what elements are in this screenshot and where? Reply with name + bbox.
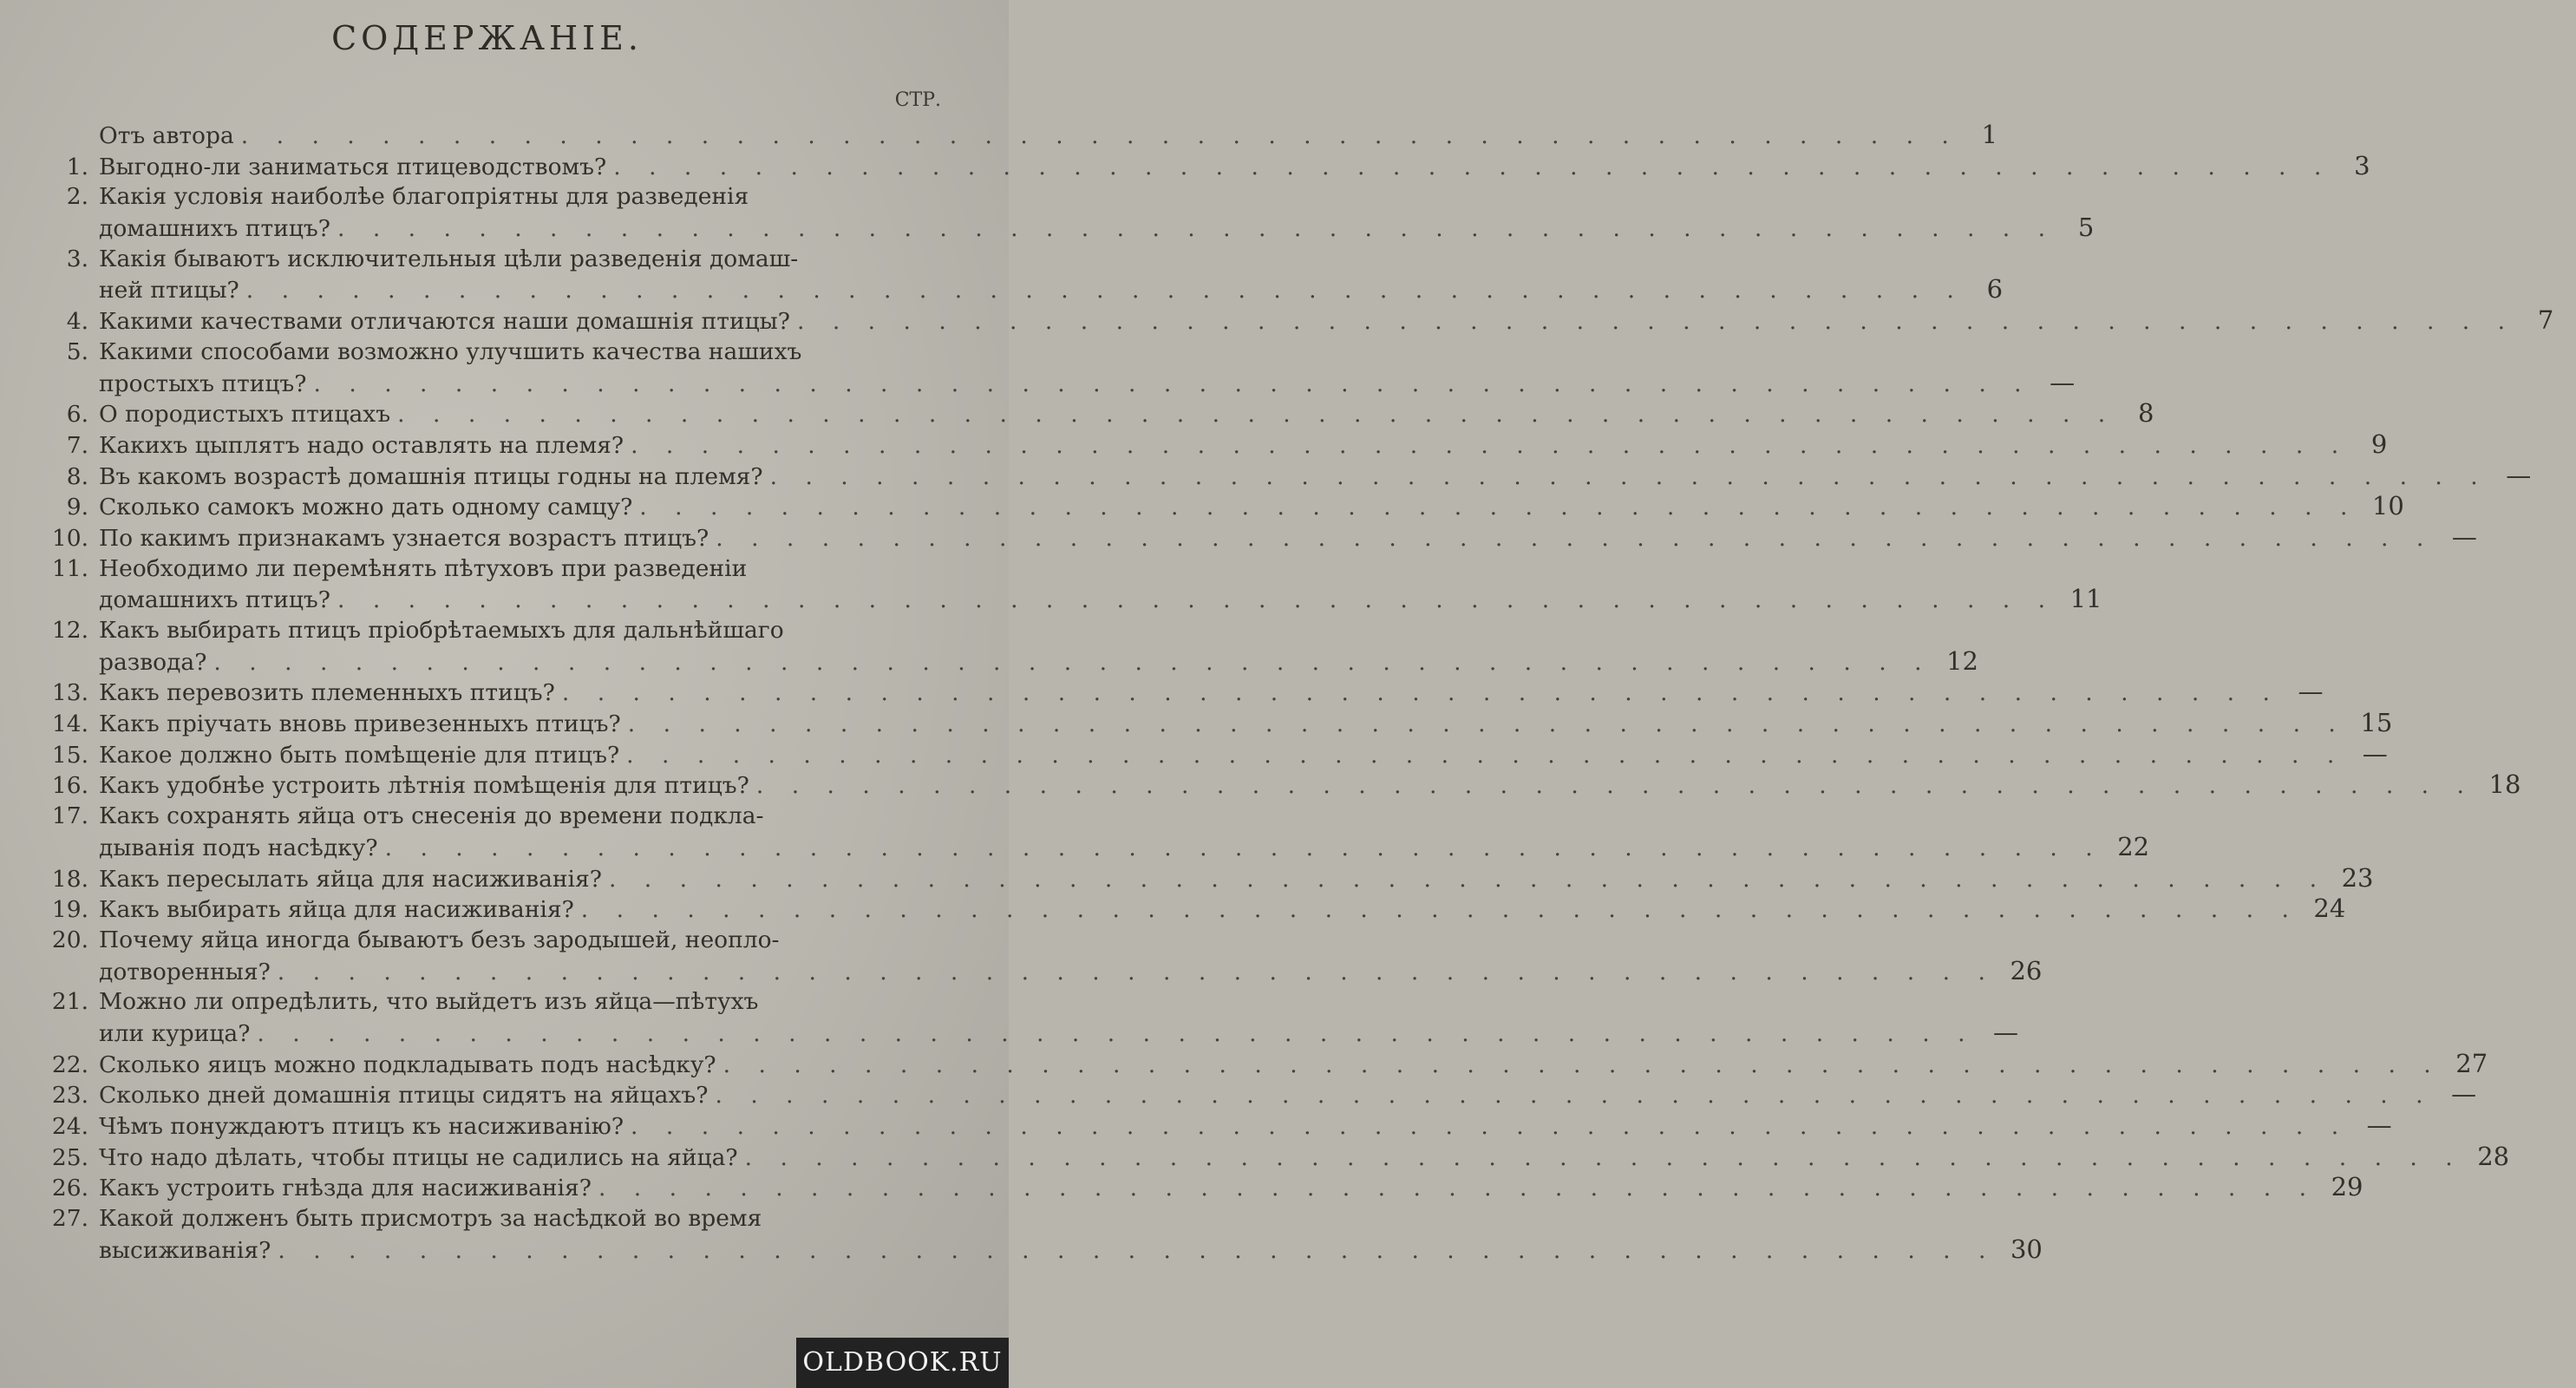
dot-leader: . . . . . . . . . . . . . . . . . . . . . . . . . . . . . . . . . . . . . . . . . . . . . . . . .	[744, 1143, 2463, 1171]
entry-page-number: 1	[1981, 120, 1998, 149]
entry-text: Какъ пересылать яйца для насиживанія?	[99, 865, 602, 893]
entry-text: домашнихъ птицъ?	[99, 215, 330, 243]
entry-text: Какими качествами отличаются наши домашнія птицы?	[99, 308, 790, 336]
entry-text: Что надо дѣлать, чтобы птицы не садились на яйца?	[99, 1143, 738, 1171]
entry-text: Какія условія наиболѣе благопріятны для разведенія	[99, 183, 749, 211]
entry-number: 1.	[66, 153, 88, 180]
entry-page-number: 27	[2455, 1048, 2488, 1078]
entry-number: 19.	[51, 896, 88, 924]
entry-number: 18.	[51, 865, 88, 893]
entry-number: 26.	[51, 1175, 88, 1202]
entry-page-number: 7	[2537, 305, 2554, 336]
dot-leader: . . . . . . . . . . . . . . . . . . . . . . . . . . . . . . . . . . . . . . . . . . . . . . . . .	[631, 431, 2350, 459]
toc-entry	[17, 460, 2532, 492]
entry-page-number: 10	[2371, 491, 2404, 521]
entry-text: ней птицы?	[99, 277, 239, 304]
entry-number: 7.	[66, 431, 88, 459]
entry-page-number: 23	[2341, 862, 2374, 893]
entry-text: Выгодно-ли заниматься птицеводствомъ?	[99, 153, 607, 180]
dot-leader: . . . . . . . . . . . . . . . . . . . . . . . . . . . . . . . . . . . . . . . . . . . . . . . . .	[755, 772, 2475, 800]
dot-leader: . . . . . . . . . . . . . . . . . . . . . . . . . . . . . . . . . . . . . . . . . . . . . . . . .	[397, 401, 2116, 429]
dot-leader: . . . . . . . . . . . . . . . . . . . . . . . . . . . . . . . . . . . . . . . . . . . . . . . . .	[769, 462, 2488, 490]
dot-leader: . . . . . . . . . . . . . . . . . . . . . . . . . . . . . . . . . . . . . . . . . . . . . . . . .	[337, 586, 2056, 614]
entry-page-number: —	[2451, 1079, 2477, 1110]
toc-entry	[17, 1203, 2043, 1265]
entry-page-number: 6	[1986, 274, 2004, 304]
toc-entry	[17, 429, 2388, 461]
entry-page-number: 22	[2117, 831, 2150, 861]
entry-page-number: 12	[1946, 645, 1978, 676]
dot-leader: . . . . . . . . . . . . . . . . . . . . . . . . . . . . . . . . . . . . . . . . . . . . . . . . .	[257, 1019, 1976, 1047]
entry-text: Въ какомъ возрастѣ домашнія птицы годны на племя?	[99, 462, 763, 490]
dot-leader: . . . . . . . . . . . . . . . . . . . . . . . . . . . . . . . . . . . . . . . . . . . . . . . . .	[277, 958, 1996, 985]
entry-page-number: 5	[2077, 213, 2095, 243]
entry-text: Сколько самокъ можно дать одному самцу?	[99, 494, 633, 521]
entry-text: Какихъ цыплятъ надо оставлять на племя?	[99, 431, 624, 459]
toc-entry	[17, 986, 2019, 1048]
entry-page-number: —	[2451, 521, 2477, 552]
entry-page-number: 18	[2488, 769, 2521, 800]
toc-entry	[17, 521, 2477, 553]
entry-number: 6.	[66, 401, 88, 429]
dot-leader: . . . . . . . . . . . . . . . . . . . . . . . . . . . . . . . . . . . . . . . . . . . . . . . . .	[384, 834, 2103, 861]
entry-page-number: —	[2362, 738, 2388, 769]
entry-text: Какъ сохранять яйца отъ снесенія до времени подкла-	[99, 802, 764, 830]
entry-text: простыхъ птицъ?	[99, 370, 307, 397]
entry-text: Чѣмъ понуждаютъ птицъ къ насиживанію?	[99, 1113, 624, 1140]
toc-entry	[17, 1079, 2477, 1110]
toc-entry	[17, 150, 2370, 182]
entry-number: 24.	[51, 1113, 88, 1140]
toc-entry	[17, 894, 2346, 925]
entry-text: Какъ устроить гнѣзда для насиживанія?	[99, 1175, 592, 1202]
entry-page-number: 15	[2360, 708, 2393, 738]
entry-text: По какимъ признакамъ узнается возрастъ птицъ?	[99, 524, 709, 552]
entry-page-number: 24	[2313, 894, 2346, 924]
entry-number: 12.	[51, 617, 88, 644]
entry-number: 16.	[51, 772, 88, 800]
page-title: СОДЕРЖАНІЕ.	[331, 19, 643, 57]
entry-text: высиживанія?	[99, 1236, 271, 1264]
entry-text: Какими способами возможно улучшить качества нашихъ	[99, 337, 802, 365]
dot-leader: . . . . . . . . . . . . . . . . . . . . . . . . . . . . . . . . . . . . . . . . . . . . . . . . .	[627, 710, 2346, 738]
entry-number: 27.	[51, 1205, 88, 1233]
toc-entry	[17, 677, 2324, 708]
entry-page-number: 30	[2010, 1234, 2043, 1264]
entry-number: 5.	[66, 337, 88, 365]
entry-number: 9.	[66, 494, 88, 521]
entry-number: 8.	[66, 462, 88, 490]
entry-text: домашнихъ птицъ?	[99, 586, 330, 614]
entry-number: 3.	[66, 245, 88, 272]
dot-leader: . . . . . . . . . . . . . . . . . . . . . . . . . . . . . . . . . . . . . . . . . . . . . . . . .	[561, 679, 2280, 707]
entry-page-number: 9	[2370, 429, 2388, 459]
entry-page-number: 29	[2331, 1172, 2364, 1202]
entry-number: 22.	[51, 1051, 88, 1078]
entry-page-number: 3	[2354, 150, 2370, 180]
entry-number: 4.	[66, 308, 88, 336]
dot-leader: . . . . . . . . . . . . . . . . . . . . . . . . . . . . . . . . . . . . . . . . . . . . . . . . .	[245, 277, 1965, 304]
entry-page-number: 28	[2477, 1141, 2510, 1171]
entry-text: Сколько яицъ можно подкладывать подъ насѣдку?	[99, 1051, 716, 1078]
entry-text: Какой долженъ быть присмотръ за насѣдкой во время	[99, 1205, 762, 1233]
toc-entry	[17, 181, 2095, 243]
dot-leader: . . . . . . . . . . . . . . . . . . . . . . . . . . . . . . . . . . . . . . . . . . . . . . . . .	[313, 370, 2032, 397]
toc-entry	[17, 1110, 2392, 1142]
entry-text: Какое должно быть помѣщеніе для птицъ?	[99, 741, 620, 769]
toc-entry	[17, 1048, 2488, 1080]
entry-page-number: 8	[2137, 398, 2154, 429]
entry-text: Какъ выбирать яйца для насиживанія?	[99, 896, 574, 924]
dot-leader: . . . . . . . . . . . . . . . . . . . . . . . . . . . . . . . . . . . . . . . . . . . . . . . . .	[715, 1082, 2434, 1110]
entry-text: развода?	[99, 648, 207, 676]
dot-leader: . . . . . . . . . . . . . . . . . . . . . . . . . . . . . . . . . . . . . . . . . . . . . . . . .	[631, 1113, 2350, 1140]
entry-text: Какъ удобнѣе устроить лѣтнія помѣщенія для птицъ?	[99, 772, 749, 800]
dot-leader: . . . . . . . . . . . . . . . . . . . . . . . . . . . . . . . . . . . . . . . . . . . . . . . . .	[796, 308, 2516, 336]
entry-page-number: 11	[2069, 584, 2102, 614]
entry-number: 13.	[51, 679, 88, 707]
dot-leader: . . . . . . . . . . . . . . . . . . . . . . . . . . . . . . . . . . . . . . . . . . . . . . . . .	[580, 896, 2299, 924]
watermark-logo: OLDBOOK.RU	[796, 1338, 1009, 1388]
dot-leader: . . . . . . . . . . . . . . . . . . . . . . . . . . . . . . . . . . . . . . . . . . . . . . . . .	[240, 122, 1959, 149]
dot-leader: . . . . . . . . . . . . . . . . . . . . . . . . . . . . . . . . . . . . . . . . . . . . . . . . .	[337, 215, 2056, 243]
entry-text: Какія бываютъ исключительныя цѣли разведенія домаш-	[99, 245, 799, 272]
toc-entry	[17, 615, 1978, 677]
entry-text: Сколько дней домашнія птицы сидятъ на яйцахъ?	[99, 1082, 709, 1110]
dot-leader: . . . . . . . . . . . . . . . . . . . . . . . . . . . . . . . . . . . . . . . . . . . . . . . . .	[626, 741, 2345, 769]
toc-entry	[17, 398, 2154, 429]
entry-number: 17.	[51, 802, 88, 830]
entry-text: дыванія подъ насѣдку?	[99, 834, 378, 861]
toc-entry	[17, 738, 2388, 770]
entry-number: 11.	[51, 554, 88, 582]
entry-number: 25.	[51, 1143, 88, 1171]
entry-number: 2.	[66, 183, 88, 211]
toc-entry	[17, 862, 2374, 894]
dot-leader: . . . . . . . . . . . . . . . . . . . . . . . . . . . . . . . . . . . . . . . . . . . . . . . . .	[213, 648, 1932, 676]
dot-leader: . . . . . . . . . . . . . . . . . . . . . . . . . . . . . . . . . . . . . . . . . . . . . . . . .	[639, 494, 2358, 521]
toc-entry	[17, 337, 2076, 398]
entry-page-number: —	[2298, 677, 2324, 707]
entry-page-number: 26	[2010, 955, 2043, 985]
toc-entry	[17, 244, 2004, 305]
table-of-contents	[17, 120, 2554, 1265]
entry-text: О породистыхъ птицахъ	[99, 401, 391, 429]
toc-entry	[17, 491, 2404, 522]
entry-page-number: —	[2506, 460, 2532, 490]
dot-leader: . . . . . . . . . . . . . . . . . . . . . . . . . . . . . . . . . . . . . . . . . . . . . . . . .	[722, 1051, 2442, 1078]
entry-text: Какъ перевозить племенныхъ птицъ?	[99, 679, 555, 707]
entry-number: 14.	[51, 710, 88, 738]
toc-entry	[17, 553, 2102, 615]
dot-leader: . . . . . . . . . . . . . . . . . . . . . . . . . . . . . . . . . . . . . . . . . . . . . . . . .	[716, 524, 2435, 552]
toc-entry	[17, 120, 1998, 151]
toc-entry	[17, 801, 2150, 862]
entry-text: Какъ пріучать вновь привезенныхъ птицъ?	[99, 710, 621, 738]
entry-text: Какъ выбирать птицъ пріобрѣтаемыхъ для дальнѣйшаго	[99, 617, 784, 644]
entry-text: Отъ автора	[99, 122, 234, 149]
entry-number: 10.	[51, 524, 88, 552]
entry-number: 15.	[51, 741, 88, 769]
toc-entry	[17, 1141, 2510, 1173]
dot-leader: . . . . . . . . . . . . . . . . . . . . . . . . . . . . . . . . . . . . . . . . . . . . . . . . .	[278, 1236, 1997, 1264]
toc-entry	[17, 708, 2393, 739]
entry-text: дотворенныя?	[99, 958, 271, 985]
entry-number: 23.	[51, 1082, 88, 1110]
toc-entry	[17, 925, 2043, 986]
entry-number: 20.	[51, 926, 88, 953]
dot-leader: . . . . . . . . . . . . . . . . . . . . . . . . . . . . . . . . . . . . . . . . . . . . . . . . .	[613, 153, 2332, 180]
entry-text: Можно ли опредѣлить, что выйдетъ изъ яйца—пѣтухъ	[99, 988, 759, 1016]
entry-text: Необходимо ли перемѣнять пѣтуховъ при разведеніи	[99, 554, 748, 582]
dot-leader: . . . . . . . . . . . . . . . . . . . . . . . . . . . . . . . . . . . . . . . . . . . . . . . . .	[608, 865, 2328, 893]
toc-entry	[17, 769, 2521, 801]
page-column-label: СТР.	[894, 89, 941, 111]
entry-page-number: —	[1993, 1017, 2019, 1047]
entry-number: 21.	[51, 988, 88, 1016]
entry-text: или курица?	[99, 1019, 251, 1047]
entry-text: Почему яйца иногда бываютъ безъ зародышей, неопло-	[99, 926, 780, 953]
toc-entry	[17, 1172, 2364, 1203]
toc-entry	[17, 305, 2554, 337]
entry-page-number: —	[2050, 367, 2076, 397]
dot-leader: . . . . . . . . . . . . . . . . . . . . . . . . . . . . . . . . . . . . . . . . . . . . . . . . .	[598, 1175, 2318, 1202]
entry-page-number: —	[2366, 1110, 2392, 1140]
